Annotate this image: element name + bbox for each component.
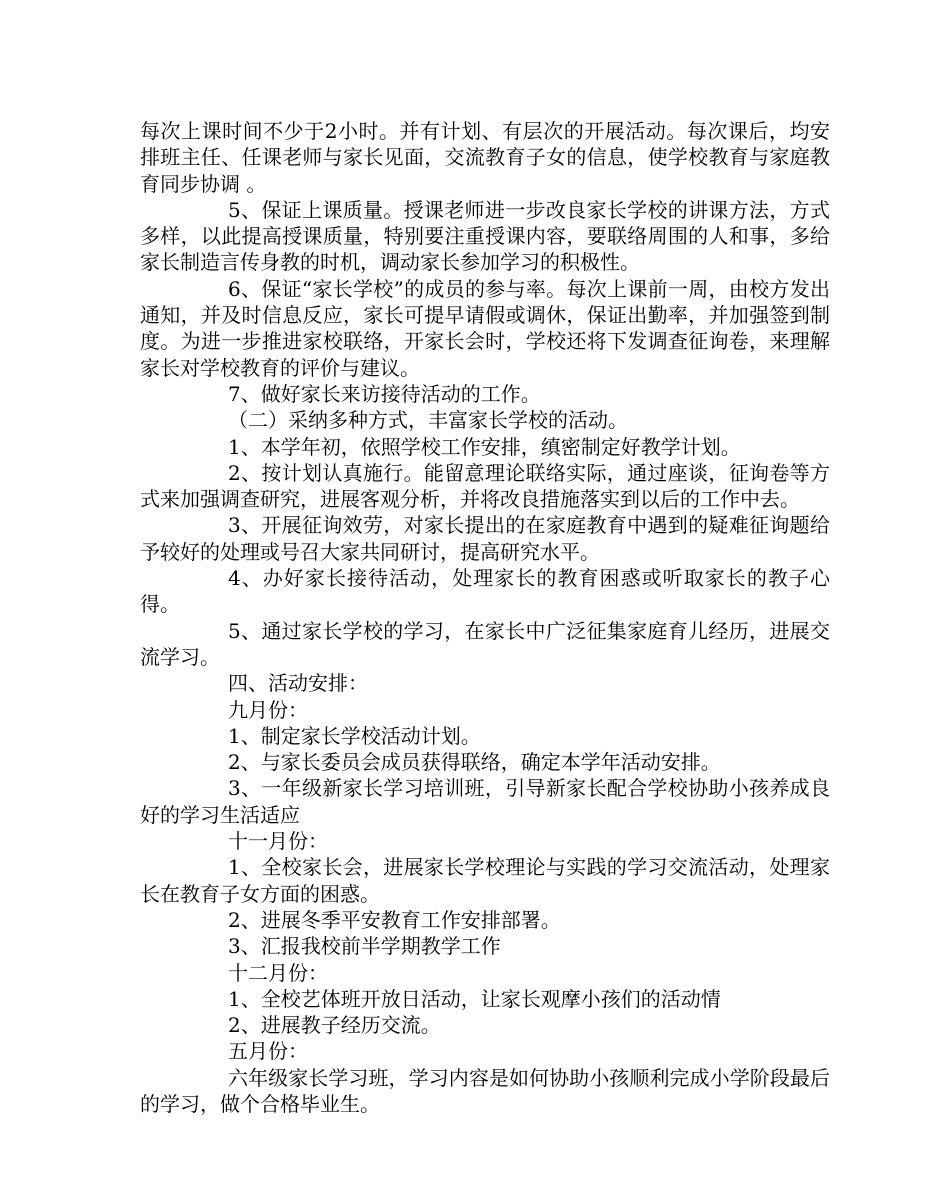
paragraph: 每次上课时间不少于2小时。并有计划、有层次的开展活动。每次课后，均安排班主任、任课老师与家长见面，交流教育子女的信息，使学校教育与家庭教育同步协调 。 [140,119,830,196]
paragraph: 2、进展冬季平安教育工作安排部署。 [228,907,561,932]
paragraph: 六年级家长学习班，学习内容是如何协助小孩顺利完成小学阶段最后的学习，做个合格毕业生。 [140,1065,830,1116]
paragraph: 1、本学年初，依照学校工作安排，缜密制定好教学计划。 [228,434,741,459]
month-heading: 十一月份： [228,829,328,854]
paragraph: 2、按计划认真施行。能留意理论联络实际，通过座谈，征询卷等方式来加强调查研究，进展客观分析，并将改良措施落实到以后的工作中去。 [140,460,830,512]
paragraph: 1、制定家长学校活动计划。 [228,723,481,748]
month-heading: 九月份： [228,697,308,722]
paragraph: 3、汇报我校前半学期教学工作 [228,934,501,959]
paragraph: 4、办好家长接待活动，处理家长的教育困惑或听取家长的教子心得。 [140,566,830,617]
paragraph: 3、一年级新家长学习培训班，引导新家长配合学校协助小孩养成良好的学习生活适应 [140,776,830,827]
paragraph: 1、全校家长会，进展家长学校理论与实践的学习交流活动，处理家长在教育子女方面的困惑。 [140,855,830,906]
paragraph: 1、全校艺体班开放日活动，让家长观摩小孩们的活动情 [228,986,721,1011]
month-heading: 十二月份： [228,960,328,985]
month-heading: 五月份： [228,1039,308,1064]
section-heading: 四、活动安排： [228,671,368,696]
paragraph: 2、进展教子经历交流。 [228,1013,441,1038]
paragraph: 3、开展征询效劳，对家长提出的在家庭教育中遇到的疑难征询题给予较好的处理或号召大家共同研讨，提高研究水平。 [140,513,830,564]
paragraph: 5、通过家长学校的学习，在家长中广泛征集家庭育儿经历，进展交流学习。 [140,618,830,669]
paragraph: 7、做好家长来访接待活动的工作。 [228,381,541,406]
paragraph: 2、与家长委员会成员获得联络，确定本学年活动安排。 [228,750,721,775]
paragraph: 6、保证“家长学校”的成员的参与率。每次上课前一周，由校方发出通知，并及时信息反应，家长可提早请假或调休，保证出勤率，并加强签到制度。为进一步推进家校联络，开家长会时，学校还将下发调查征询卷，来理解家长对学校教育的评价与建议。 [140,276,830,380]
paragraph: 5、保证上课质量。授课老师进一步改良家长学校的讲课方法，方式多样，以此提高授课质量，特别要注重授课内容，要联络周围的人和事，多给家长制造言传身教的时机，调动家长参加学习的积极性。 [140,197,830,275]
section-heading: （二）采纳多种方式，丰富家长学校的活动。 [228,408,628,433]
document-body [140,118,830,1117]
